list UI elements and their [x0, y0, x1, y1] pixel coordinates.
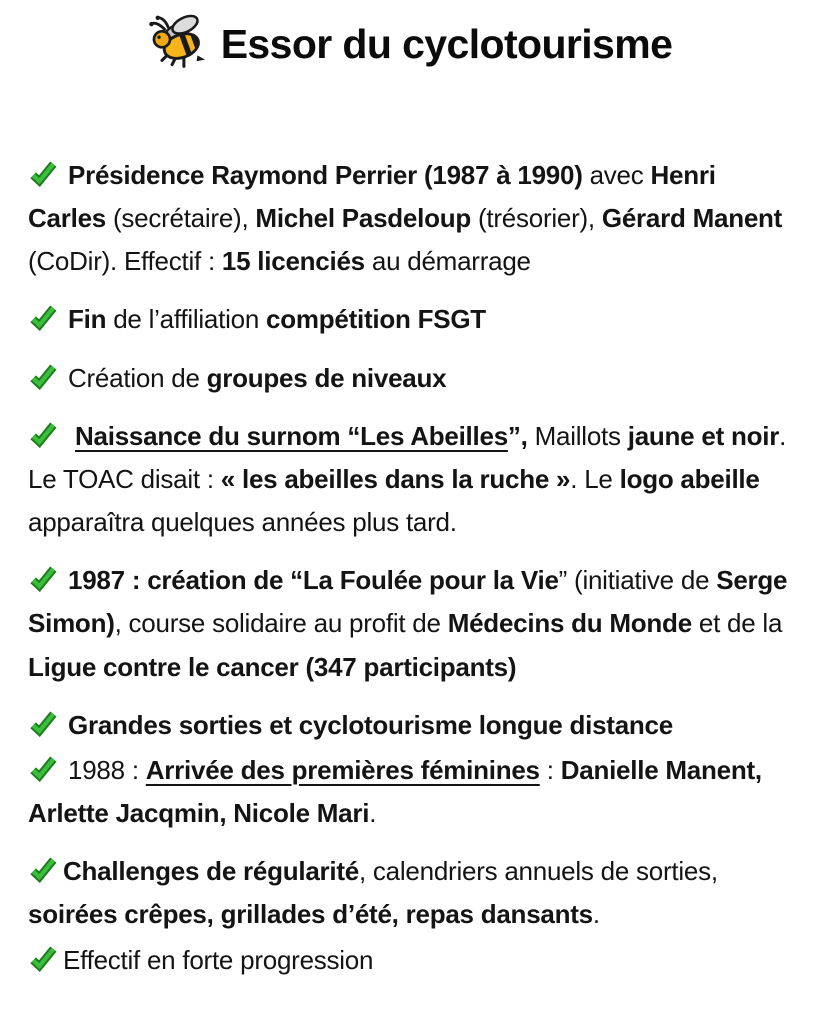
- green-check-icon: [28, 304, 58, 331]
- text-segment: et de la: [691, 608, 783, 639]
- text-segment: 1987 : création de “La Foulée pour la Vie: [68, 565, 559, 596]
- text-segment: apparaîtra quelques années plus tard.: [28, 507, 457, 538]
- text-segment: ” (initiative de: [558, 565, 717, 596]
- text-segment: Naissance du surnom “Les Abeilles: [74, 420, 508, 451]
- text-segment: Challenges de régularité: [63, 856, 359, 887]
- green-check-icon: [28, 856, 58, 883]
- bullet-list: [28, 154, 791, 982]
- green-check-icon: [28, 363, 58, 390]
- text-segment: (secrétaire),: [106, 203, 256, 234]
- text-segment: Effectif en forte progression: [63, 944, 374, 975]
- page-title-text: Essor du cyclotourisme: [220, 21, 673, 67]
- text-segment: . Le: [570, 463, 620, 494]
- bullet-item: [28, 298, 791, 341]
- text-segment: groupes de niveaux: [206, 362, 447, 393]
- text-segment: avec: [582, 160, 651, 190]
- bullet-item: [28, 415, 791, 544]
- green-check-icon: [28, 160, 58, 187]
- text-segment: Ligue contre le cancer: [28, 651, 299, 682]
- text-segment: . Le TOAC disait :: [28, 420, 787, 494]
- text-segment: logo abeille: [619, 463, 760, 494]
- text-segment: .: [592, 899, 600, 930]
- text-segment: au démarrage: [364, 246, 531, 277]
- bullet-item: [28, 357, 791, 400]
- text-segment: ”,: [507, 420, 528, 451]
- bullet-item: [28, 704, 791, 747]
- text-segment: Henri Carles: [28, 160, 716, 234]
- text-segment: Serge Simon): [28, 565, 788, 639]
- green-check-icon: [28, 755, 58, 782]
- text-segment: (trésorier),: [471, 203, 602, 234]
- text-segment: Maillots: [527, 420, 628, 451]
- text-segment: .: [369, 798, 377, 829]
- text-segment: jaune et noir: [627, 420, 780, 451]
- bullet-item: [28, 939, 791, 982]
- text-segment: Grandes sorties et cyclotourisme longue distance: [68, 709, 673, 740]
- text-segment: compétition FSGT: [266, 304, 486, 335]
- text-segment: Arrivée des premières féminines: [145, 754, 540, 785]
- text-segment: 15 licenciés: [221, 246, 365, 277]
- text-segment: Fin: [68, 304, 107, 335]
- bullet-item: [28, 749, 791, 835]
- text-segment: Michel Pasdeloup: [255, 203, 472, 234]
- page-header: [28, 0, 791, 68]
- text-segment: Présidence Raymond Perrier (1987 à 1990): [68, 160, 583, 190]
- green-check-icon: [28, 945, 58, 972]
- text-segment: , calendriers annuels de sorties,: [358, 856, 718, 887]
- text-segment: Médecins du Monde: [447, 608, 692, 639]
- bee-icon: [147, 14, 209, 68]
- text-segment: [68, 421, 75, 451]
- text-segment: Gérard Manent: [601, 203, 783, 234]
- bullet-item: [28, 850, 791, 936]
- text-segment: Danielle Manent, Arlette Jacqmin, Nicole Mari: [28, 754, 762, 829]
- green-check-icon: [28, 421, 58, 448]
- text-segment: (CoDir). Effectif :: [28, 246, 222, 277]
- bullet-item: [28, 154, 791, 283]
- text-segment: de l’affiliation: [106, 304, 267, 335]
- green-check-icon: [28, 565, 58, 592]
- text-segment: :: [539, 754, 561, 785]
- text-segment: Création de: [68, 362, 207, 393]
- text-segment: 1988 :: [68, 754, 146, 785]
- bullet-item: [28, 559, 791, 688]
- text-segment: soirées crêpes, grillades d’été, repas dansants: [28, 899, 593, 930]
- text-segment: (347 participants): [305, 651, 517, 682]
- page-title: [28, 14, 791, 68]
- green-check-icon: [28, 710, 58, 737]
- text-segment: , course solidaire au profit de: [114, 608, 448, 639]
- text-segment: « les abeilles dans la ruche »: [220, 463, 571, 494]
